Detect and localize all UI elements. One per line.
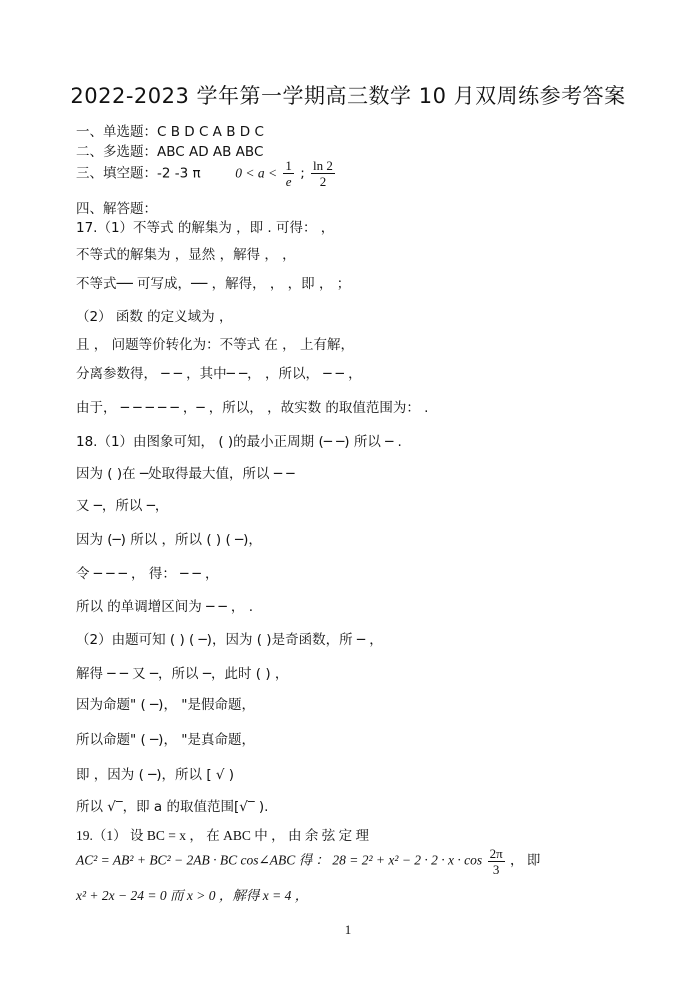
answer-section-heading: 四、解答题：	[76, 201, 157, 217]
solution-line: 解得 ─ ─ 又 ─，所以 ─，此时 ( ) ，	[76, 666, 289, 682]
solution-line: 且 ， 问题等价转化为：不等式 在 ， 上有解，	[76, 337, 354, 353]
q19-equation-left: AC² = AB² + BC² − 2AB · BC cos∠ABC 得 ： 28 = 2² + x² − 2 · 2 · x · cos	[76, 852, 483, 868]
fill-separator: ;	[300, 165, 305, 182]
single-choice-answers: 一、单选题：C B D C A B D C	[76, 124, 264, 140]
solution-line: 即 ，因为 ( ─)，所以 [ √ )	[76, 767, 235, 783]
solution-line: 因为 (─) 所以 ，所以 ( ) ( ─)，	[76, 532, 262, 548]
q19-equation-right: ， 即	[510, 852, 541, 868]
solution-line: 由于， ─ ─ ─ ─ ─ ，─ ，所以， ，故实数 的取值范围为： .	[76, 400, 429, 416]
multi-choice-answers: 二、多选题：ABC AD AB ABC	[76, 144, 264, 160]
q19-line-1: 19.（1） 设 BC = x ， 在 ABC 中 ， 由 余 弦 定 理	[76, 828, 370, 843]
solution-line: 不等式的解集为 ，显然 ，解得 ， ，	[76, 247, 296, 263]
fraction-one-over-e	[283, 158, 294, 189]
solution-line: 17.（1）不等式 的解集为 ，即 . 可得： ，	[76, 220, 335, 236]
page-number: 1	[344, 922, 352, 937]
fraction-denominator: 3	[492, 862, 500, 877]
fill-ineq-left: 0 < a <	[235, 165, 278, 181]
page-title: 2022-2023 学年第一学期高三数学 10 月双周练参考答案	[70, 84, 626, 108]
fraction-denominator: 2	[319, 174, 327, 189]
fill-blank-answers	[76, 158, 337, 189]
solution-line: 分离参数得， ─ ─ ，其中─ ─， ，所以， ─ ─ ，	[76, 366, 362, 382]
solution-line: 因为命题" ( ─)， "是假命题，	[76, 697, 255, 713]
q19-line-2	[76, 846, 540, 877]
solution-line: （2） 函数 的定义域为 ，	[76, 309, 233, 325]
solution-line: 因为 ( )在 ─处取得最大值，所以 ─ ─	[76, 466, 295, 482]
solution-line: 令 ─ ─ ─ ， 得： ─ ─ ，	[76, 566, 219, 582]
fill-blank-prefix: 三、填空题：-2 -3 π	[76, 165, 201, 182]
fraction-numerator: 1	[285, 158, 292, 173]
fraction-numerator: ln 2	[313, 158, 333, 173]
fraction-denominator: e	[285, 174, 292, 189]
solution-line: 又 ─，所以 ─，	[76, 498, 169, 514]
fraction-2pi-over-3	[488, 846, 505, 877]
solution-line: （2）由题可知 ( ) ( ─)，因为 ( )是奇函数，所 ─ ，	[76, 632, 383, 648]
solution-line: 所以 的单调增区间为 ─ ─ ， .	[76, 599, 254, 615]
solution-line: 所以命题" ( ─)， "是真命题，	[76, 732, 255, 748]
q19-line-3: x² + 2x − 24 = 0 而 x > 0 ，解得 x = 4 ，	[76, 888, 309, 903]
solution-line: 18.（1）由图象可知， ( )的最小正周期 (─ ─) 所以 ─ .	[76, 434, 402, 450]
solution-line: 不等式── 可写成，── ，解得， ， ，即 ， ；	[76, 276, 351, 292]
solution-line: 所以 √‾，即 a 的取值范围[√‾ ).	[76, 799, 269, 815]
fraction-ln2-over-2	[311, 158, 335, 189]
fraction-numerator: 2π	[489, 846, 503, 861]
